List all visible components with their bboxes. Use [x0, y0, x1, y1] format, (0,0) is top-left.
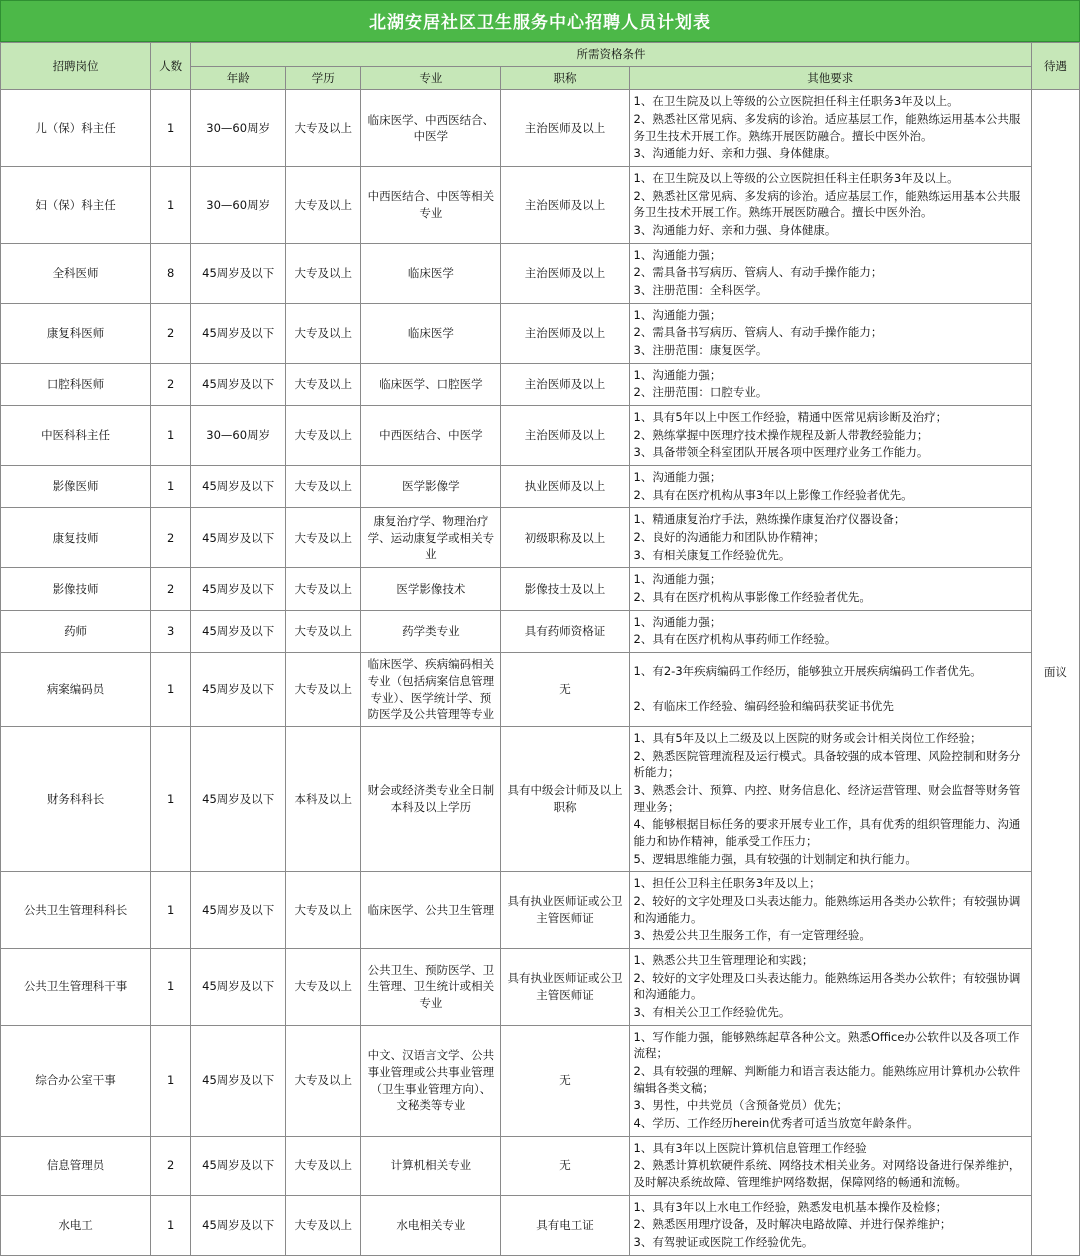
table-row	[1, 948, 1080, 1025]
requirement-line: 2、熟悉计算机软硬件系统、网络技术相关业务。对网络设备进行保养维护，及时解决系统故障、管理维护网络数据，保障网络的畅通和流畅。	[633, 1158, 1021, 1189]
cell-count: 3	[151, 610, 191, 652]
cell-other-requirements	[629, 167, 1031, 244]
requirement-line: 2、需具备书写病历、管病人、有动手操作能力；	[633, 265, 883, 280]
cell-education: 大专及以上	[286, 303, 361, 363]
cell-education: 大专及以上	[286, 610, 361, 652]
cell-post: 公共卫生管理科科长	[1, 872, 151, 949]
cell-post: 全科医师	[1, 243, 151, 303]
cell-other-requirements	[629, 466, 1031, 508]
cell-education: 大专及以上	[286, 167, 361, 244]
cell-age: 45周岁及以下	[191, 653, 286, 727]
cell-age: 45周岁及以下	[191, 303, 286, 363]
cell-count: 1	[151, 726, 191, 871]
requirement-line: 3、沟通能力好、亲和力强、身体健康。	[633, 146, 837, 161]
cell-post: 中医科科主任	[1, 406, 151, 466]
requirement-line	[634, 681, 1027, 698]
requirement-line: 1、沟通能力强；	[633, 470, 722, 485]
requirement-line: 2、较好的文字处理及口头表达能力。能熟练运用各类办公软件；有较强协调和沟通能力。	[633, 893, 1021, 925]
cell-count: 2	[151, 303, 191, 363]
cell-age: 30—60周岁	[191, 406, 286, 466]
table-row	[1, 1025, 1080, 1136]
table-row	[1, 610, 1080, 652]
cell-major: 临床医学	[361, 303, 501, 363]
cell-post: 财务科科长	[1, 726, 151, 871]
requirement-line: 3、注册范围：全科医学。	[633, 283, 768, 298]
cell-other-requirements	[629, 948, 1031, 1025]
cell-other-requirements	[629, 303, 1031, 363]
requirement-line: 2、注册范围：口腔专业。	[633, 385, 768, 400]
cell-count: 1	[151, 872, 191, 949]
cell-count: 1	[151, 167, 191, 244]
cell-age: 45周岁及以下	[191, 948, 286, 1025]
cell-count: 8	[151, 243, 191, 303]
cell-major: 医学影像学	[361, 466, 501, 508]
cell-post: 信息管理员	[1, 1136, 151, 1195]
cell-job-title: 无	[501, 1025, 629, 1136]
requirement-line: 2、较好的文字处理及口头表达能力。能熟练运用各类办公软件；有较强协调和沟通能力。	[633, 970, 1021, 1002]
cell-age: 45周岁及以下	[191, 1195, 286, 1255]
table-row	[1, 406, 1080, 466]
table-row	[1, 466, 1080, 508]
requirement-line: 1、担任公卫科主任职务3年及以上；	[633, 876, 821, 891]
requirement-line: 2、熟悉医用理疗设备，及时解决电路故障、并进行保养维护；	[633, 1217, 952, 1232]
cell-major: 计算机相关专业	[361, 1136, 501, 1195]
col-header-education: 学历	[286, 66, 361, 90]
cell-age: 45周岁及以下	[191, 610, 286, 652]
requirement-line: 1、具有3年以上医院计算机信息管理工作经验	[633, 1140, 867, 1155]
requirement-line: 1、精通康复治疗手法，熟练操作康复治疗仪器设备；	[633, 512, 906, 527]
requirement-line: 2、熟悉医院管理流程及运行模式。具备较强的成本管理、风险控制和财务分析能力；	[633, 748, 1021, 780]
cell-post: 药师	[1, 610, 151, 652]
cell-other-requirements	[629, 726, 1031, 871]
requirement-line: 2、具有在医疗机构从事药师工作经验。	[633, 632, 837, 647]
table-row	[1, 363, 1080, 405]
cell-education: 大专及以上	[286, 872, 361, 949]
cell-age: 45周岁及以下	[191, 726, 286, 871]
cell-post: 康复科医师	[1, 303, 151, 363]
requirement-line: 3、具备带领全科室团队开展各项中医理疗业务工作能力。	[633, 445, 929, 460]
cell-age: 45周岁及以下	[191, 568, 286, 610]
cell-other-requirements	[629, 406, 1031, 466]
requirement-line: 3、熟悉会计、预算、内控、财务信息化、经济运营管理、财会监督等财务管理业务；	[633, 782, 1021, 814]
cell-major: 中西医结合、中医等相关专业	[361, 167, 501, 244]
cell-count: 1	[151, 466, 191, 508]
cell-education: 大专及以上	[286, 568, 361, 610]
requirement-line: 2、具有在医疗机构从事3年以上影像工作经验者优先。	[633, 487, 913, 502]
cell-count: 1	[151, 653, 191, 727]
table-row	[1, 167, 1080, 244]
requirement-line: 2、熟练掌握中医理疗技术操作规程及新人带教经验能力；	[633, 427, 929, 442]
requirement-line: 3、男性，中共党员（含预备党员）优先；	[633, 1098, 848, 1113]
table-row	[1, 243, 1080, 303]
cell-job-title: 具有执业医师证或公卫主管医师证	[501, 948, 629, 1025]
cell-other-requirements	[629, 1025, 1031, 1136]
cell-count: 1	[151, 1195, 191, 1255]
table-body	[1, 90, 1080, 1255]
cell-count: 1	[151, 406, 191, 466]
cell-treatment: 面议	[1031, 90, 1079, 1255]
cell-post: 公共卫生管理科干事	[1, 948, 151, 1025]
requirement-line: 1、沟通能力强；	[633, 247, 722, 262]
requirement-line: 2、熟悉社区常见病、多发病的诊治。适应基层工作，能熟练运用基本公共服务卫生技术开展工作。熟练开展医防融合。擅长中医外治。	[633, 188, 1021, 220]
cell-major: 临床医学、疾病编码相关专业（包括病案信息管理专业）、医学统计学、预防医学及公共管理等专业	[361, 653, 501, 727]
col-header-other: 其他要求	[629, 66, 1031, 90]
cell-education: 大专及以上	[286, 948, 361, 1025]
cell-age: 30—60周岁	[191, 90, 286, 167]
cell-job-title: 无	[501, 1136, 629, 1195]
table-row	[1, 90, 1080, 167]
cell-major: 中文、汉语言文学、公共事业管理或公共事业管理（卫生事业管理方向）、文秘类等专业	[361, 1025, 501, 1136]
requirement-line: 2、熟悉社区常见病、多发病的诊治。适应基层工作，能熟练运用基本公共服务卫生技术开展工作。熟练开展医防融合。擅长中医外治。	[633, 112, 1021, 143]
cell-major: 临床医学	[361, 243, 501, 303]
cell-age: 45周岁及以下	[191, 363, 286, 405]
cell-other-requirements	[629, 243, 1031, 303]
requirement-line: 1、具有3年以上水电工作经验，熟悉发电机基本操作及检修；	[633, 1199, 948, 1214]
cell-major: 中西医结合、中医学	[361, 406, 501, 466]
cell-post: 影像医师	[1, 466, 151, 508]
requirement-line: 2、需具备书写病历、管病人、有动手操作能力；	[633, 325, 883, 340]
requirement-line: 1、具有5年以上中医工作经验，精通中医常见病诊断及治疗；	[633, 410, 948, 425]
cell-post: 影像技师	[1, 568, 151, 610]
requirement-line: 3、有相关康复工作经验优先。	[633, 547, 791, 562]
table-row	[1, 568, 1080, 610]
cell-age: 45周岁及以下	[191, 1136, 286, 1195]
cell-education: 大专及以上	[286, 90, 361, 167]
cell-job-title: 主治医师及以上	[501, 167, 629, 244]
col-header-post: 招聘岗位	[1, 43, 151, 90]
cell-post: 口腔科医师	[1, 363, 151, 405]
requirement-line: 2、有临床工作经验、编码经验和编码获奖证书优先	[633, 699, 894, 714]
cell-other-requirements	[629, 653, 1031, 727]
cell-post: 儿（保）科主任	[1, 90, 151, 167]
cell-count: 2	[151, 1136, 191, 1195]
cell-major: 临床医学、公共卫生管理	[361, 872, 501, 949]
cell-job-title: 初级职称及以上	[501, 508, 629, 568]
requirement-line: 1、沟通能力强；	[633, 614, 722, 629]
cell-job-title: 无	[501, 653, 629, 727]
cell-count: 1	[151, 948, 191, 1025]
cell-other-requirements	[629, 1136, 1031, 1195]
col-header-qualifications: 所需资格条件	[191, 43, 1032, 67]
cell-major: 公共卫生、预防医学、卫生管理、卫生统计或相关专业	[361, 948, 501, 1025]
requirement-line: 1、具有5年及以上二级及以上医院的财务或会计相关岗位工作经验；	[633, 730, 982, 745]
cell-job-title: 主治医师及以上	[501, 243, 629, 303]
requirement-line: 3、沟通能力好、亲和力强、身体健康。	[633, 223, 837, 238]
requirement-line: 3、热爱公共卫生服务工作，有一定管理经验。	[633, 928, 871, 943]
cell-job-title: 具有中级会计师及以上职称	[501, 726, 629, 871]
cell-job-title: 执业医师及以上	[501, 466, 629, 508]
requirement-line: 3、注册范围：康复医学。	[633, 343, 768, 358]
cell-count: 1	[151, 1025, 191, 1136]
cell-count: 2	[151, 508, 191, 568]
col-header-count: 人数	[151, 43, 191, 90]
requirement-line: 2、良好的沟通能力和团队协作精神；	[633, 530, 825, 545]
requirement-line: 3、有驾驶证或医院工作经验优先。	[633, 1234, 814, 1249]
cell-major: 药学类专业	[361, 610, 501, 652]
requirement-line: 1、写作能力强，能够熟练起草各种公文。熟悉Office办公软件以及各项工作流程；	[633, 1029, 1020, 1061]
cell-education: 大专及以上	[286, 1136, 361, 1195]
requirement-line: 1、沟通能力强；	[633, 307, 722, 322]
cell-count: 2	[151, 363, 191, 405]
cell-education: 大专及以上	[286, 363, 361, 405]
table-row	[1, 1136, 1080, 1195]
requirement-line: 2、具有在医疗机构从事影像工作经验者优先。	[633, 590, 871, 605]
cell-major: 财会或经济类专业全日制本科及以上学历	[361, 726, 501, 871]
cell-other-requirements	[629, 872, 1031, 949]
page-title: 北湖安居社区卫生服务中心招聘人员计划表	[0, 0, 1080, 42]
cell-other-requirements	[629, 90, 1031, 167]
cell-post: 妇（保）科主任	[1, 167, 151, 244]
table-header	[1, 43, 1080, 90]
cell-count: 1	[151, 90, 191, 167]
cell-other-requirements	[629, 363, 1031, 405]
cell-post: 康复技师	[1, 508, 151, 568]
cell-education: 大专及以上	[286, 653, 361, 727]
col-header-age: 年龄	[191, 66, 286, 90]
table-row	[1, 508, 1080, 568]
cell-job-title: 具有药师资格证	[501, 610, 629, 652]
cell-job-title: 影像技士及以上	[501, 568, 629, 610]
cell-age: 45周岁及以下	[191, 508, 286, 568]
cell-education: 大专及以上	[286, 466, 361, 508]
requirement-line: 1、沟通能力强；	[633, 367, 722, 382]
cell-post: 综合办公室干事	[1, 1025, 151, 1136]
requirement-line: 3、有相关公卫工作经验优先。	[633, 1004, 791, 1019]
cell-education: 大专及以上	[286, 243, 361, 303]
cell-job-title: 具有电工证	[501, 1195, 629, 1255]
cell-education: 本科及以上	[286, 726, 361, 871]
cell-age: 45周岁及以下	[191, 872, 286, 949]
requirement-line: 5、逻辑思维能力强，具有较强的计划制定和执行能力。	[633, 851, 917, 866]
table-row	[1, 726, 1080, 871]
cell-post: 水电工	[1, 1195, 151, 1255]
col-header-major: 专业	[361, 66, 501, 90]
cell-major: 水电相关专业	[361, 1195, 501, 1255]
cell-job-title: 主治医师及以上	[501, 363, 629, 405]
cell-major: 临床医学、中西医结合、中医学	[361, 90, 501, 167]
cell-count: 2	[151, 568, 191, 610]
requirement-line: 4、能够根据目标任务的要求开展专业工作，具有优秀的组织管理能力、沟通能力和协作精神，能承受工作压力；	[633, 817, 1021, 848]
cell-major: 医学影像技术	[361, 568, 501, 610]
cell-education: 大专及以上	[286, 508, 361, 568]
recruitment-table	[0, 42, 1080, 1256]
cell-education: 大专及以上	[286, 1195, 361, 1255]
cell-age: 45周岁及以下	[191, 243, 286, 303]
requirement-line: 2、具有较强的理解、判断能力和语言表达能力。能熟练应用计算机办公软件编辑各类文稿；	[633, 1063, 1021, 1095]
table-row	[1, 303, 1080, 363]
col-header-job-title: 职称	[501, 66, 629, 90]
table-row	[1, 872, 1080, 949]
col-header-treatment: 待遇	[1031, 43, 1079, 90]
cell-job-title: 主治医师及以上	[501, 406, 629, 466]
cell-job-title: 具有执业医师证或公卫主管医师证	[501, 872, 629, 949]
cell-other-requirements	[629, 610, 1031, 652]
cell-education: 大专及以上	[286, 406, 361, 466]
cell-age: 30—60周岁	[191, 167, 286, 244]
cell-job-title: 主治医师及以上	[501, 303, 629, 363]
cell-major: 临床医学、口腔医学	[361, 363, 501, 405]
cell-other-requirements	[629, 568, 1031, 610]
requirement-line: 1、有2-3年疾病编码工作经历，能够独立开展疾病编码工作者优先。	[633, 663, 982, 678]
cell-job-title: 主治医师及以上	[501, 90, 629, 167]
table-row	[1, 1195, 1080, 1255]
table-row	[1, 653, 1080, 727]
requirement-line: 1、沟通能力强；	[633, 572, 722, 587]
cell-other-requirements	[629, 1195, 1031, 1255]
cell-post: 病案编码员	[1, 653, 151, 727]
requirement-line: 4、学历、工作经历herein优秀者可适当放宽年龄条件。	[633, 1115, 919, 1130]
cell-major: 康复治疗学、物理治疗学、运动康复学或相关专业	[361, 508, 501, 568]
cell-age: 45周岁及以下	[191, 466, 286, 508]
requirement-line: 1、在卫生院及以上等级的公立医院担任科主任职务3年及以上。	[633, 94, 959, 109]
requirement-line: 1、熟悉公共卫生管理理论和实践；	[633, 952, 814, 967]
cell-other-requirements	[629, 508, 1031, 568]
requirement-line: 1、在卫生院及以上等级的公立医院担任科主任职务3年及以上。	[633, 171, 959, 186]
cell-education: 大专及以上	[286, 1025, 361, 1136]
cell-age: 45周岁及以下	[191, 1025, 286, 1136]
